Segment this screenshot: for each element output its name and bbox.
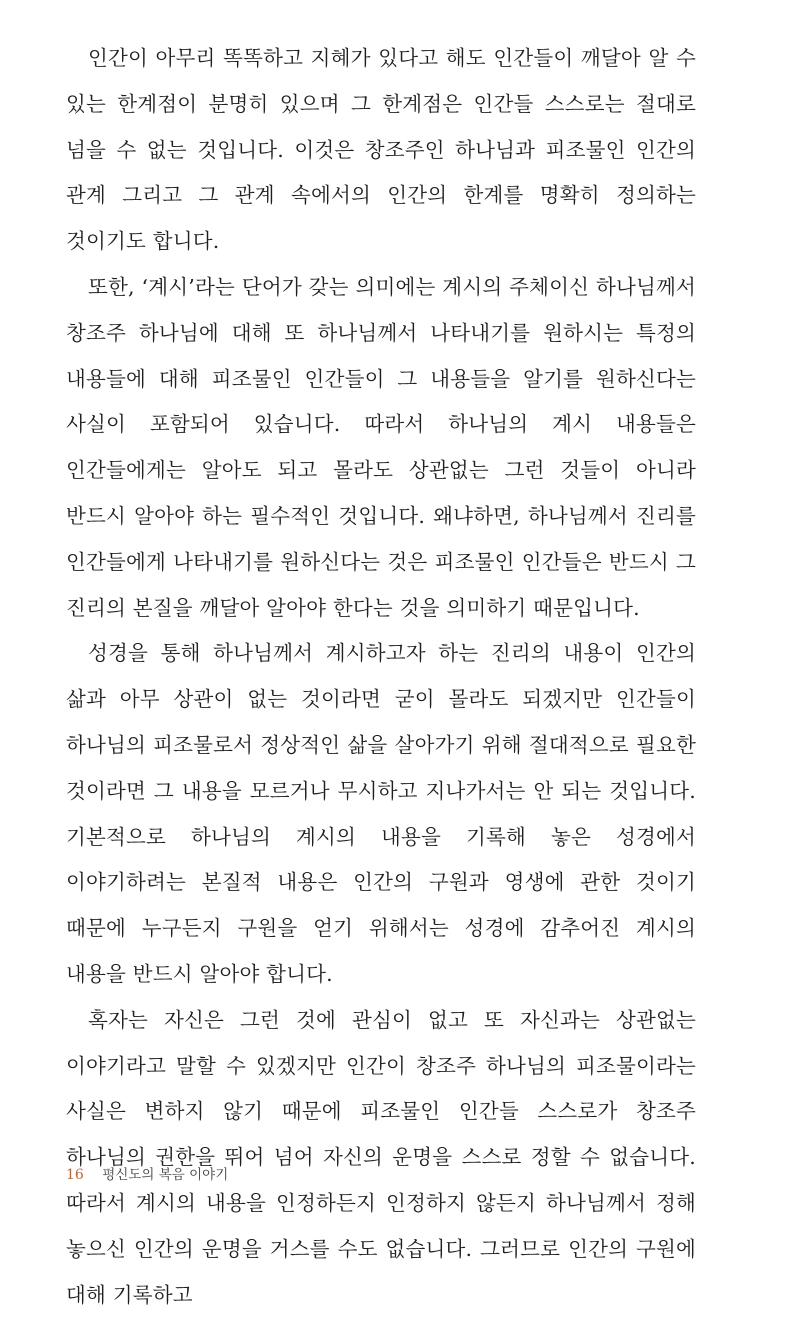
running-title: 평신도의 복음 이야기 — [102, 1167, 229, 1183]
page-footer — [66, 1163, 228, 1183]
page-number: 16 — [66, 1167, 84, 1183]
paragraph-2: 또한, ‘계시’라는 단어가 갖는 의미에는 계시의 주체이신 하나님께서 창조주 하나님에 대해 또 하나님께서 나타내기를 원하시는 특정의 내용들에 대해 피조물인 인간들이 그 내용들을 알기를 원하신다는 사실이 포함되어 있습니다. 따라서 하나님의 계시 내용들은 인간들에게는 알아도 되고 몰라도 상관없는 그런 것들이 아니라 반드시 알아야 하는 필수적인 것입니다. 왜냐하면, 하나님께서 진리를 인간들에게 나타내기를 원하신다는 것은 피조물인 인간들은 반드시 그 진리의 본질을 깨달아 알아야 한다는 것을 의미하기 때문입니다. — [66, 274, 696, 620]
page-body — [66, 36, 696, 1318]
paragraph-3: 성경을 통해 하나님께서 계시하고자 하는 진리의 내용이 인간의 삶과 아무 상관이 없는 것이라면 굳이 몰라도 되겠지만 인간들이 하나님의 피조물로서 정상적인 삶을 살아가기 위해 절대적으로 필요한 것이라면 그 내용을 모르거나 무시하고 지나가서는 안 되는 것입니다. 기본적으로 하나님의 계시의 내용을 기록해 놓은 성경에서 이야기하려는 본질적 내용은 인간의 구원과 영생에 관한 것이기 때문에 누구든지 구원을 얻기 위해서는 성경에 감추어진 계시의 내용을 반드시 알아야 합니다. — [66, 641, 696, 986]
paragraph-1: 인간이 아무리 똑똑하고 지혜가 있다고 해도 인간들이 깨달아 알 수 있는 한계점이 분명히 있으며 그 한계점은 인간들 스스로는 절대로 넘을 수 없는 것입니다. 이것은 창조주인 하나님과 피조물인 인간의 관계 그리고 그 관계 속에서의 인간의 한계를 명확히 정의하는 것이기도 합니다. — [66, 46, 696, 254]
paragraph-4: 혹자는 자신은 그런 것에 관심이 없고 또 자신과는 상관없는 이야기라고 말할 수 있겠지만 인간이 창조주 하나님의 피조물이라는 사실은 변하지 않기 때문에 피조물인 인간들 스스로가 창조주 하나님의 권한을 뛰어 넘어 자신의 운명을 스스로 정할 수 없습니다. 따라서 계시의 내용을 인정하든지 인정하지 않든지 하나님께서 정해 놓으신 인간의 운명을 거스를 수도 없습니다. 그러므로 인간의 구원에 대해 기록하고 — [66, 1007, 696, 1307]
